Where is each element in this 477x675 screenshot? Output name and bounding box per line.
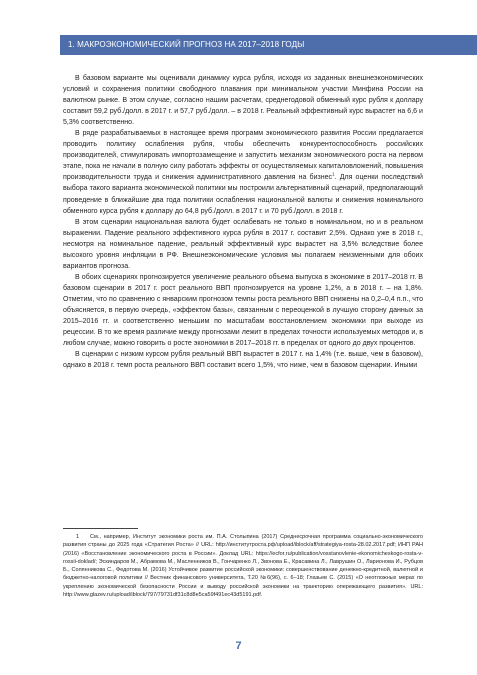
paragraph: В сценарии с низким курсом рубля реальный ВВП вырастет в 2017 г. на 1,4% (т.е. выше, чем в базовом), однако в 2018 г. темп роста реального ВВП составит всего 1,5%, что ниже, чем в базовом сценарии. Иными <box>63 351 423 370</box>
footnote-reference: 1 <box>332 172 335 178</box>
footnote-paragraph <box>63 533 423 599</box>
paragraph: В этом сценарии национальная валюта будет ослабевать не только в номинальном, но и в реальном выражении. Падение реального эффективного курса рубля в 2017 г. составит 2,5%. Однако уже в 2018 г., несмотря на номинальное падение, реальный эффективный курс вырастет на 3,5% вследствие более высокого уровня инфляции в РФ. Внешнеэкономические условия мы полагаем неизменными для обоих вариантов прогноза. <box>63 218 423 270</box>
paragraph: В базовом варианте мы оценивали динамику курса рубля, исходя из заданных внешнеэкономических условий и сохранения политики свободного плавания при минимальном участии Минфина России на валютном рынке. В этом случае, согласно нашим расчетам, среднегодовой обменный курс рубля к доллару составит 59,2 руб./долл. в 2017 г. и 57,7 руб./долл. – в 2018 г. Реальный эффективный курс вырастет на 6,6 и 5,3% соответственно. <box>63 75 423 127</box>
paragraph: В обоих сценариях прогнозируется увеличение реального объема выпуска в экономике в 2017–2018 гг. В базовом сценарии в 2017 г. рост реального ВВП прогнозируется на уровне 1,2%, а в 2018 г. – на 1,8%. Отметим, что по сравнению с январским прогнозом темпы роста реального ВВП снижены на 0,2–0,4 п.п., что объясняется, в первую очередь, «эффектом базы», связанным с переоценкой в лучшую сторону данных за 2015–2016 гг. и соответственно меньшим по масштабам восстановлением экономики при выходе из рецессии. В то же время различие между прогнозами лежит в пределах точности используемых методов и, в любом случае, можно говорить о росте экономики в 2017–2018 гг. в пределах от одного до двух процентов. <box>63 273 423 348</box>
footnote <box>63 533 423 599</box>
page-number: 7 <box>235 640 242 652</box>
body-text <box>63 73 423 371</box>
paragraph <box>63 128 423 216</box>
footnote-divider <box>63 528 138 529</box>
paragraph-text: В ряде разрабатываемых в настоящее время программ экономического развития России предлагается проводить политику ослабления рубля, чтобы обеспечить конкурентоспособность российских производителей, стимулировать импортозамещение и запустить механизм экономического роста на первом этапе, пока не начали в полную силу работать эффекты от осуществляемых капиталовложений, повышения производительности труда и снижения административного давления на бизнес <box>63 130 423 182</box>
footnote-text: См., например, Институт экономики роста им. П.А. Столыпина (2017) Среднесрочная программа социально-экономического развития страны до 2025 года «Стратегия Роста» // URL: http://институтроста.рф/upload/iblock/aff/strategiya-rosta-28.02.2017.pdf; ИНП РАН (2016) «Восстановление экономического роста в России». Доклад URL: https://ecfor.ru/publication/vosstanovlenie-ekonomicheskogo-rosta-v-rossii-doklad/; Эскиндаров М., Абрамова М., Масленников В., Гончаренко Л., Звонова Е., Красавина Л., Лаврушин О., Ларионова И., Рубцов Б., Солянникова С., Федотова М. (2016) Устойчивое развитие российской экономики: совершенствование денежно-кредитной, валютной и бюджетно-налоговой политики // Вестник финансового университета, Т.20 №6(96), с. 6–18; Глазьев С. (2015) «О неотложных мерах по укреплению экономической безопасности России и выводу российской экономики на траекторию опережающего развития». URL: http://www.glazev.ru/upload/iblock/797/79731df31c8d8e5ca59f491ec43d5191.pdf. <box>63 534 423 599</box>
section-title: 1. МАКРОЭКОНОМИЧЕСКИЙ ПРОГНОЗ НА 2017–2018 ГОДЫ <box>68 40 305 49</box>
section-header-bar <box>60 35 477 55</box>
paragraph-text: . Для оценки последствий выбора такого варианта экономической политики мы построили альтернативный сценарий, предполагающий проведение в ближайшие два года политики ослабления национальной валюты и снижения номинального обменного курса рубля к доллару до 64,8 руб./долл. в 2017 г. и 70 руб./долл. в 2018 г. <box>63 174 423 215</box>
footnote-number: 1 <box>76 534 80 540</box>
